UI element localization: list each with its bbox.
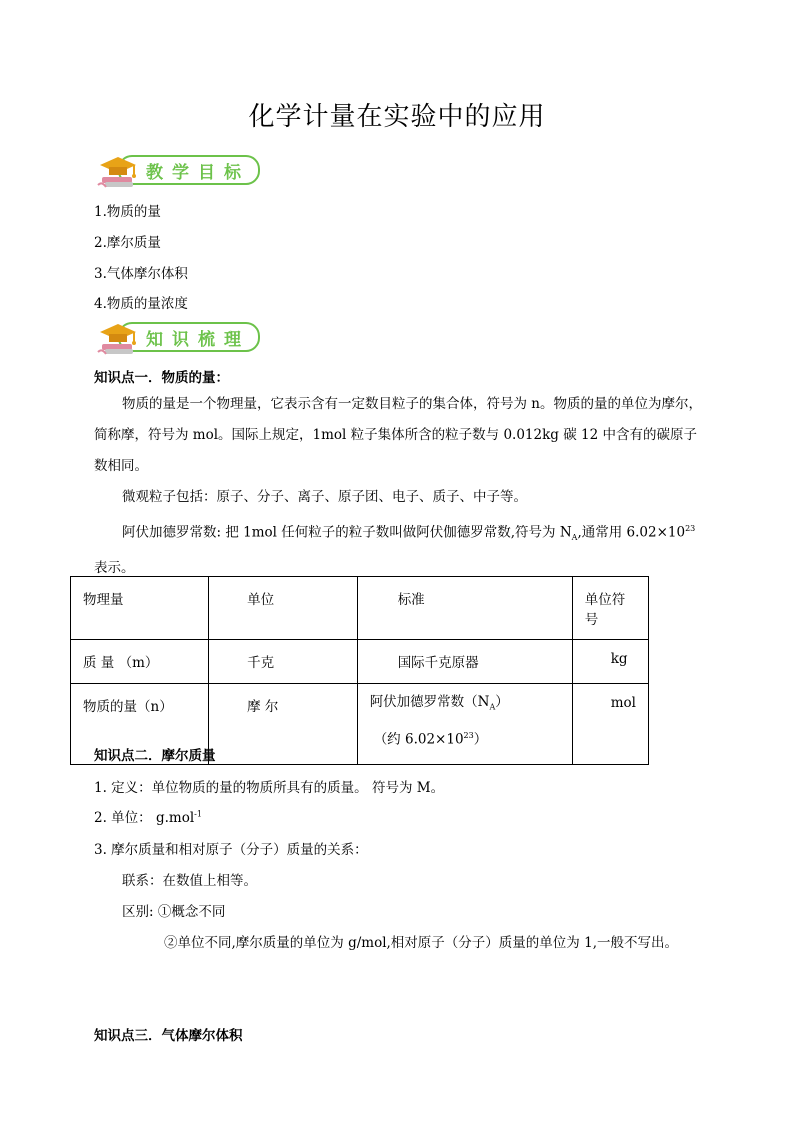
table-cell: mol: [572, 684, 648, 765]
table-row: [71, 640, 649, 684]
std-text: 阿伏加德罗常数（N: [369, 694, 490, 710]
table-cell: kg: [572, 640, 648, 684]
table-header-cell: 单位: [209, 577, 358, 640]
std-sup: 23: [463, 730, 474, 740]
units-table: [70, 576, 649, 765]
goal-item: 4.物质的量浓度: [94, 296, 188, 312]
kp1-p3-text-b: ,通常用 6.02×10: [577, 524, 686, 541]
badge-label: 知识梳理: [146, 330, 250, 350]
table-header-cell: 标准: [357, 577, 572, 640]
table-cell: [357, 684, 572, 765]
table-header-row: [71, 577, 649, 640]
kp2-item-2: [94, 806, 202, 826]
table-header-cell: 物理量: [71, 577, 209, 640]
kp1-body: [94, 389, 706, 584]
goal-item: 3.气体摩尔体积: [94, 266, 188, 282]
std-text: ）: [473, 731, 488, 748]
kp2-diff: 区别: ①概念不同: [122, 904, 226, 920]
table-header-cell: 单位符号: [572, 577, 648, 640]
kp2-item-3: 3. 摩尔质量和相对原子（分子）质量的关系：: [94, 842, 368, 858]
graduation-hat-books-icon: [96, 151, 144, 191]
page-title: 化学计量在实验中的应用: [248, 102, 546, 132]
table-cell: 摩 尔: [209, 684, 358, 765]
kp2-item-1: 1. 定义：单位物质的量的物质所具有的质量。 符号为 M。: [94, 780, 445, 796]
std-text: ）: [495, 694, 509, 710]
section-badge-goals: [96, 151, 262, 187]
kp1-paragraph-3-end: 表示。: [94, 560, 135, 577]
std-line-2: [370, 722, 560, 754]
kp1-p3-sup: 23: [685, 524, 696, 533]
std-sub: A: [489, 702, 496, 712]
kp2-item-2-text: 2. 单位： g.mol: [94, 810, 195, 826]
badge-label: 教学目标: [146, 163, 250, 183]
goal-item: 2.摩尔质量: [94, 235, 161, 251]
std-line-1: [370, 688, 560, 722]
kp1-paragraph-1: 物质的量是一个物理量，它表示含有一定数目粒子的集合体，符号为 n。物质的量的单位为摩尔，简称摩，符号为 mol。国际上规定，1mol 粒子集体所含的粒子数与 0.012kg 碳 12 中含有的碳原子数相同。: [94, 396, 702, 474]
kp1-heading: 知识点一．物质的量：: [94, 370, 229, 386]
graduation-hat-books-icon: [96, 318, 144, 358]
kp2-link: 联系：在数值上相等。: [122, 873, 257, 889]
kp3-heading: 知识点三．气体摩尔体积: [94, 1028, 243, 1044]
goal-item: 1.物质的量: [94, 204, 161, 220]
table-cell: 质 量 （m）: [71, 640, 209, 684]
kp2-item-2-sup: -1: [194, 809, 202, 819]
table-cell: 千克: [209, 640, 358, 684]
kp1-p3-text-a: 阿伏加德罗常数: 把 1mol 任何粒子的粒子数叫做阿伏伽德罗常数,符号为 N: [122, 524, 572, 541]
kp1-p3-sub: A: [571, 533, 578, 543]
table-cell: 国际千克原器: [357, 640, 572, 684]
kp1-paragraph-3: [94, 513, 716, 553]
section-badge-knowledge: [96, 318, 262, 354]
kp1-paragraph-2: 微观粒子包括：原子、分子、离子、原子团、电子、质子、中子等。: [122, 489, 527, 505]
table-cell: 物质的量（n）: [71, 684, 209, 765]
kp2-diff-2: ②单位不同,摩尔质量的单位为 g/mol,相对原子（分子）质量的单位为 1,一般不写出。: [164, 935, 678, 951]
std-text: （约 6.02×10: [373, 731, 464, 748]
kp2-heading: 知识点二．摩尔质量: [94, 748, 216, 764]
